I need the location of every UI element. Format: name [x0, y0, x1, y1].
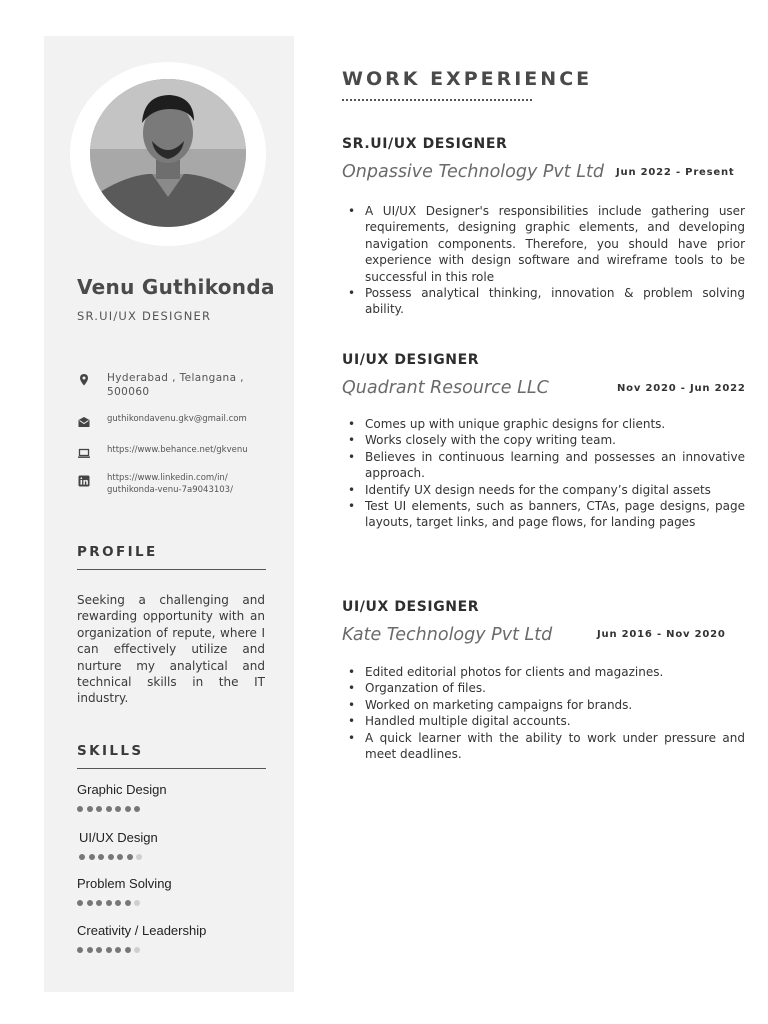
profile-photo — [90, 79, 246, 227]
location-pin-icon — [77, 373, 91, 387]
job-bullets — [342, 416, 745, 531]
rating-dot-filled — [108, 854, 114, 860]
profile-heading: PROFILE — [77, 544, 158, 560]
job-dates: Nov 2020 - Jun 2022 — [617, 383, 746, 394]
skill-name: Creativity / Leadership — [77, 923, 207, 938]
profile-divider — [77, 569, 266, 570]
skill-name: Problem Solving — [77, 876, 172, 891]
job-bullet-item: • A UI/UX Designer's responsibilities include gathering user requirements, designing graphic elements, and developing navigation components. Therefore, you should have prior experience with design software and wireframe tools to be successful in this role — [365, 203, 745, 285]
contact-linkedin-text[interactable]: https://www.linkedin.com/in/ guthikonda-venu-7a9043103/ — [107, 473, 233, 495]
job-bullet-item: • Edited editorial photos for clients and magazines. — [365, 664, 745, 680]
job-company: Kate Technology Pvt Ltd — [342, 625, 553, 645]
rating-dot-filled — [106, 900, 112, 906]
rating-dot-filled — [87, 806, 93, 812]
rating-dot-empty — [136, 854, 142, 860]
rating-dot-filled — [115, 806, 121, 812]
job-company: Onpassive Technology Pvt Ltd — [342, 162, 604, 182]
person-role: SR.UI/UX DESIGNER — [77, 309, 212, 323]
rating-dot-filled — [115, 900, 121, 906]
mail-icon — [77, 415, 91, 429]
job-title: SR.UI/UX DESIGNER — [342, 136, 508, 152]
skill-rating — [77, 806, 144, 812]
job-title: UI/UX DESIGNER — [342, 352, 480, 368]
job-dates: Jun 2022 - Present — [616, 167, 735, 178]
rating-dot-filled — [96, 900, 102, 906]
job-dates: Jun 2016 - Nov 2020 — [597, 629, 726, 640]
work-experience-heading: WORK EXPERIENCE — [342, 68, 593, 90]
rating-dot-filled — [96, 806, 102, 812]
job-bullet-item: • Comes up with unique graphic designs for clients. — [365, 416, 745, 432]
rating-dot-filled — [79, 854, 85, 860]
rating-dot-filled — [77, 947, 83, 953]
job-bullet-item: • Worked on marketing campaigns for brands. — [365, 697, 745, 713]
person-name: Venu Guthikonda — [77, 275, 275, 299]
job-bullet-item: • Works closely with the copy writing team. — [365, 432, 745, 448]
contact-behance-text[interactable]: https://www.behance.net/gkvenu — [107, 445, 248, 455]
rating-dot-empty — [134, 900, 140, 906]
job-company: Quadrant Resource LLC — [342, 378, 549, 398]
contact-location — [77, 371, 277, 399]
skill-rating — [77, 900, 144, 906]
contact-location-text: Hyderabad , Telangana , 500060 — [107, 372, 244, 398]
laptop-icon — [77, 446, 91, 460]
skill-rating — [79, 854, 146, 860]
job-title: UI/UX DESIGNER — [342, 599, 480, 615]
job-bullet-item: • Test UI elements, such as banners, CTAs, page designs, page layouts, target links, and page flows, for landing pages — [365, 498, 745, 531]
job-bullet-item: • Believes in continuous learning and possesses an innovative approach. — [365, 449, 745, 482]
rating-dot-filled — [87, 947, 93, 953]
rating-dot-filled — [125, 947, 131, 953]
rating-dot-filled — [96, 947, 102, 953]
job-bullets — [342, 664, 745, 762]
job-bullet-item: • A quick learner with the ability to work under pressure and meet deadlines. — [365, 730, 745, 763]
profile-text: Seeking a challenging and rewarding opportunity with an organization of repute, where I can effectively utilize and nurture my analytical and technical skills in the IT industry. — [77, 593, 265, 706]
rating-dot-filled — [77, 900, 83, 906]
skills-divider — [77, 768, 266, 769]
rating-dot-filled — [125, 900, 131, 906]
contact-email[interactable] — [77, 413, 277, 429]
rating-dot-filled — [106, 806, 112, 812]
skills-heading: SKILLS — [77, 743, 144, 759]
rating-dot-filled — [77, 806, 83, 812]
job-bullet-item: • Handled multiple digital accounts. — [365, 713, 745, 729]
rating-dot-filled — [115, 947, 121, 953]
contact-email-text[interactable]: guthikondavenu.gkv@gmail.com — [107, 414, 247, 424]
rating-dot-filled — [89, 854, 95, 860]
rating-dot-filled — [127, 854, 133, 860]
rating-dot-empty — [134, 947, 140, 953]
job-bullet-item: • Possess analytical thinking, innovation & problem solving ability. — [365, 285, 745, 318]
work-experience-divider — [342, 99, 532, 101]
linkedin-icon — [77, 474, 91, 488]
rating-dot-filled — [117, 854, 123, 860]
job-bullets — [342, 203, 745, 318]
contact-behance[interactable] — [77, 444, 277, 460]
rating-dot-filled — [134, 806, 140, 812]
rating-dot-filled — [98, 854, 104, 860]
contact-linkedin[interactable] — [77, 472, 277, 496]
job-bullet-item: • Identify UX design needs for the company’s digital assets — [365, 482, 745, 498]
skill-rating — [77, 947, 144, 953]
skill-name: UI/UX Design — [79, 830, 158, 845]
rating-dot-filled — [87, 900, 93, 906]
rating-dot-filled — [106, 947, 112, 953]
skill-name: Graphic Design — [77, 782, 167, 797]
job-bullet-item: • Organzation of files. — [365, 680, 745, 696]
rating-dot-filled — [125, 806, 131, 812]
